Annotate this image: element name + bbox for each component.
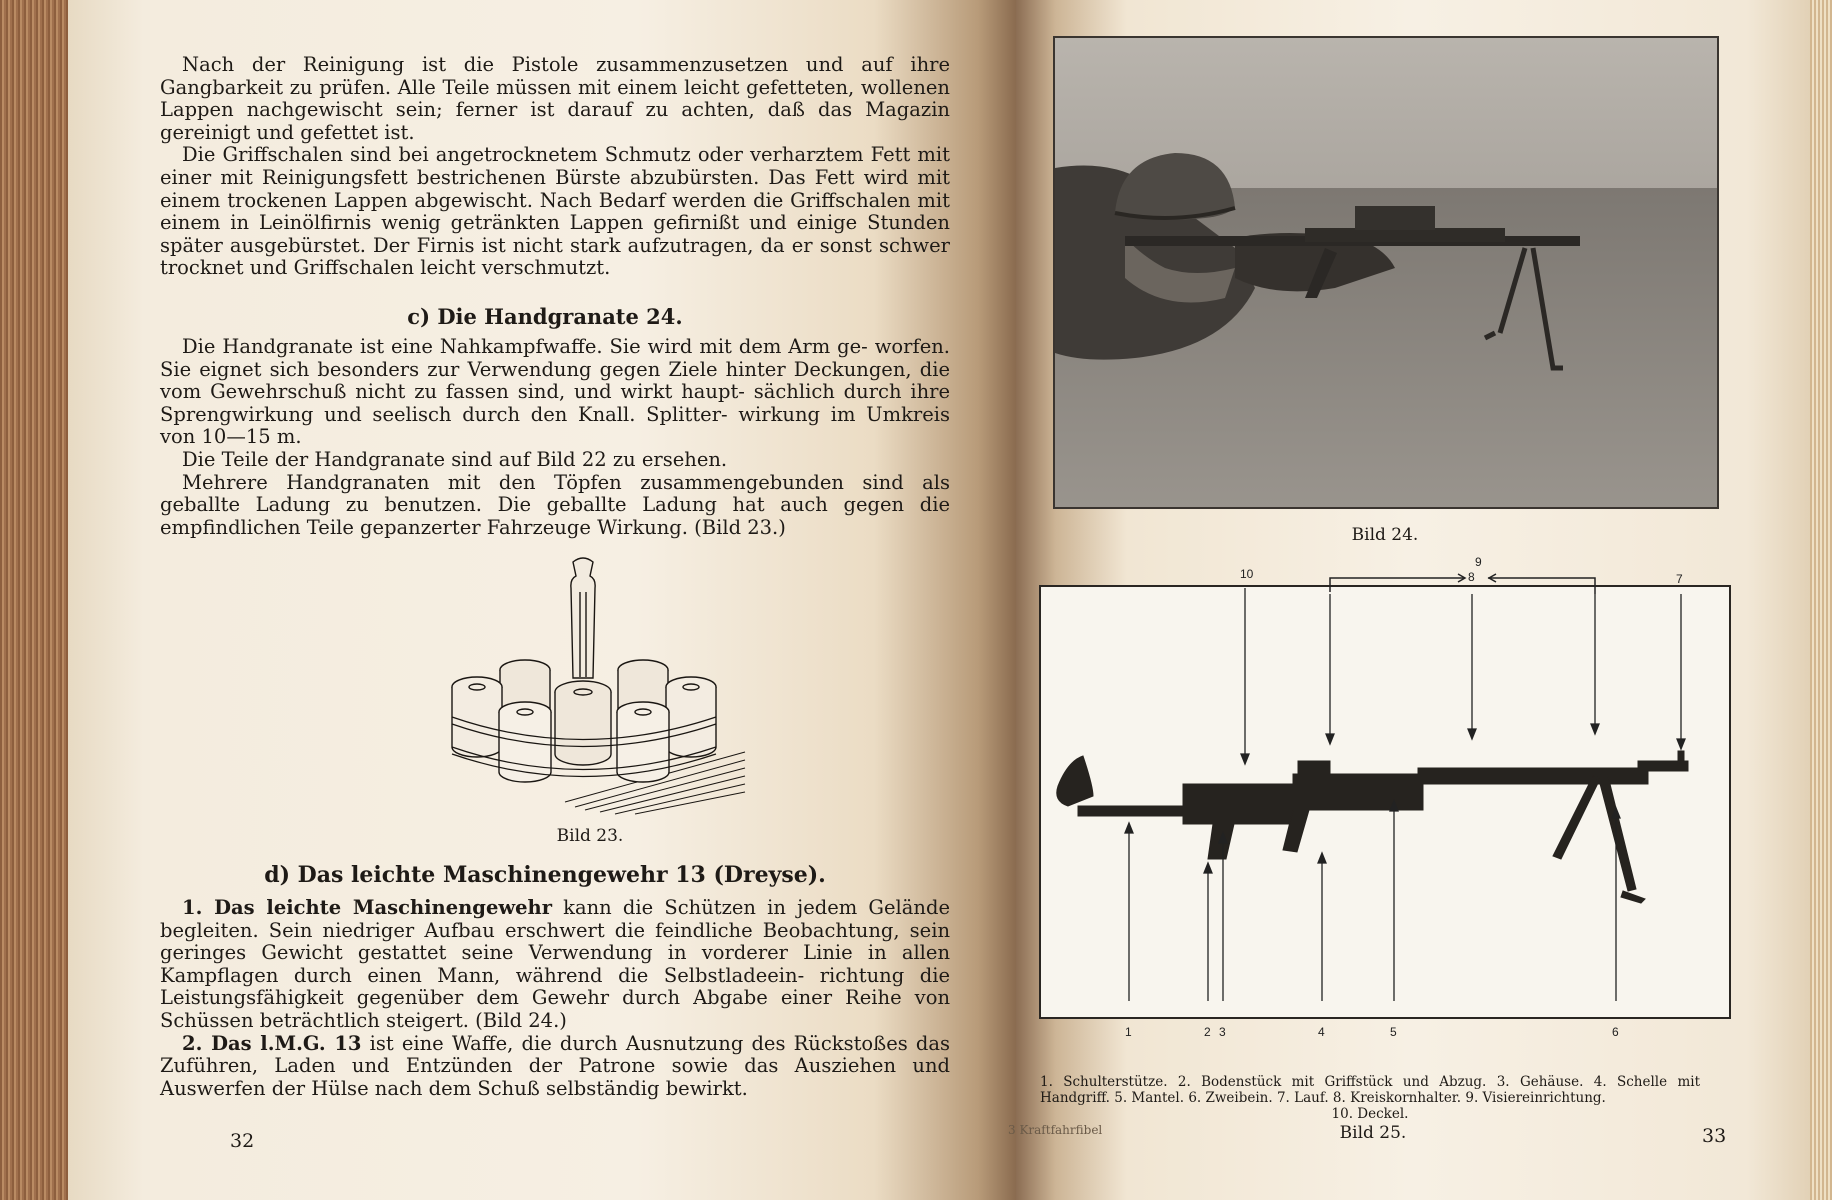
label-8: 8 (1468, 570, 1475, 584)
text-block-hand-grenade (160, 336, 950, 539)
label-10: 10 (1240, 567, 1254, 581)
label-5: 5 (1390, 1025, 1397, 1039)
paragraph-mg-function: 2. Das l.M.G. 13 ist eine Waffe, die durch Ausnutzung des Rückstoßes das Zuführen, Laden und Entzünden der Patrone sowie das Ausziehen und Auswerfen der Hülse nach dem Schuß selbständig bewirkt. (160, 1031, 950, 1100)
running-footer: 3 Kraftfahrfibel (1008, 1123, 1103, 1137)
label-1: 1 (1125, 1025, 1132, 1039)
page-number-left: 32 (230, 1130, 255, 1152)
figure-23-caption: Bild 23. (556, 826, 624, 846)
book-edge-left (0, 0, 70, 1200)
paragraph-grenade-description: Die Handgranate ist eine Nahkampfwaffe. Sie wird mit dem Arm ge- worfen. Sie eignet sich besonders zur Verwendung gegen Ziele hinter Deckungen, die vom Gewehrschuß nicht zu fassen sind, und wirkt haupt- sächlich durch ihre Sprengwirkung und seelisch durch den Knall. Splitter- wirkung im Umkreis von 10—15 m. (160, 335, 951, 449)
prone-soldier-photo (1053, 36, 1719, 509)
paragraph-mg-purpose: 1. Das leichte Maschinengewehr kann die Schützen in jedem Gelände begleiten. Sein niedriger Aufbau erschwert die feindliche Beobachtung, sein geringes Gewicht gestattet seine Verwendung in vorderer Linie in allen Kampflagen durch einen Mann, während die Selbstladeein- richtung die Leistungsfähigkeit gegenüber dem Gewehr durch Abgabe einer Reihe von Schüssen beträchtlich steigert. (Bild 24.) (160, 896, 951, 1032)
figure-25-legend: 1. Schulterstütze. 2. Bodenstück mit Griffstück und Abzug. 3. Gehäuse. 4. Schelle mit Handgriff. 5. Mantel. 6. Zweibein. 7. Lauf. 8. Kreiskornhalter. 9. Visiereinrichtung. 10. Deckel. (1040, 1074, 1700, 1122)
paragraph-reassembly: Nach der Reinigung ist die Pistole zusammenzusetzen und auf ihre Gangbarkeit zu prüfen. Alle Teile müssen mit einem leicht gefetteten, wollenen Lappen nachgewischt sein; ferner ist darauf zu achten, daß das Magazin gereinigt und gefettet ist. (160, 53, 950, 144)
label-2: 2 (1204, 1025, 1211, 1039)
section-heading-hand-grenade: c) Die Handgranate 24. (407, 304, 683, 329)
text-block-machine-gun (160, 897, 950, 1100)
page-number-right: 33 (1702, 1125, 1727, 1147)
bundled-grenades-illustration (415, 552, 750, 822)
machine-gun-parts-diagram (1038, 556, 1733, 1061)
text-block-cleaning (160, 54, 950, 280)
label-4: 4 (1318, 1025, 1325, 1039)
label-6: 6 (1612, 1025, 1619, 1039)
paragraph-grenade-parts: Die Teile der Handgranate sind auf Bild 22 zu ersehen. (182, 447, 728, 471)
label-9: 9 (1475, 556, 1482, 569)
paragraph-grip-panels: Die Griffschalen sind bei angetrocknetem Schmutz oder verharztem Fett mit einer mit Reinigungsfett bestrichenen Bürste abzubürsten. Das Fett wird mit einem trockenen Lappen abgewischt. Nach Bedarf werden die Griffschalen mit einem in Leinölfirnis wenig getränkten Lappen gefirnißt und einige Stunden später ausgebürstet. Der Firnis ist nicht stark aufzutragen, da er sonst schwer trocknet und Griffschalen leicht verschmutzt. (160, 143, 951, 280)
figure-25-caption: Bild 25. (1339, 1123, 1407, 1143)
figure-24-caption: Bild 24. (1351, 525, 1419, 545)
label-3: 3 (1219, 1025, 1226, 1039)
paragraph-bundled-charge: Mehrere Handgranaten mit den Töpfen zusammengebunden sind als geballte Ladung zu benutzen. Die geballte Ladung hat auch gegen die empfindlichen Teile gepanzerter Fahrzeuge Wirkung. (Bild 23.) (160, 470, 950, 539)
book-edge-right (1810, 0, 1832, 1200)
section-heading-light-machine-gun: d) Das leichte Maschinengewehr 13 (Dreyse). (264, 862, 826, 888)
label-7: 7 (1676, 572, 1683, 586)
